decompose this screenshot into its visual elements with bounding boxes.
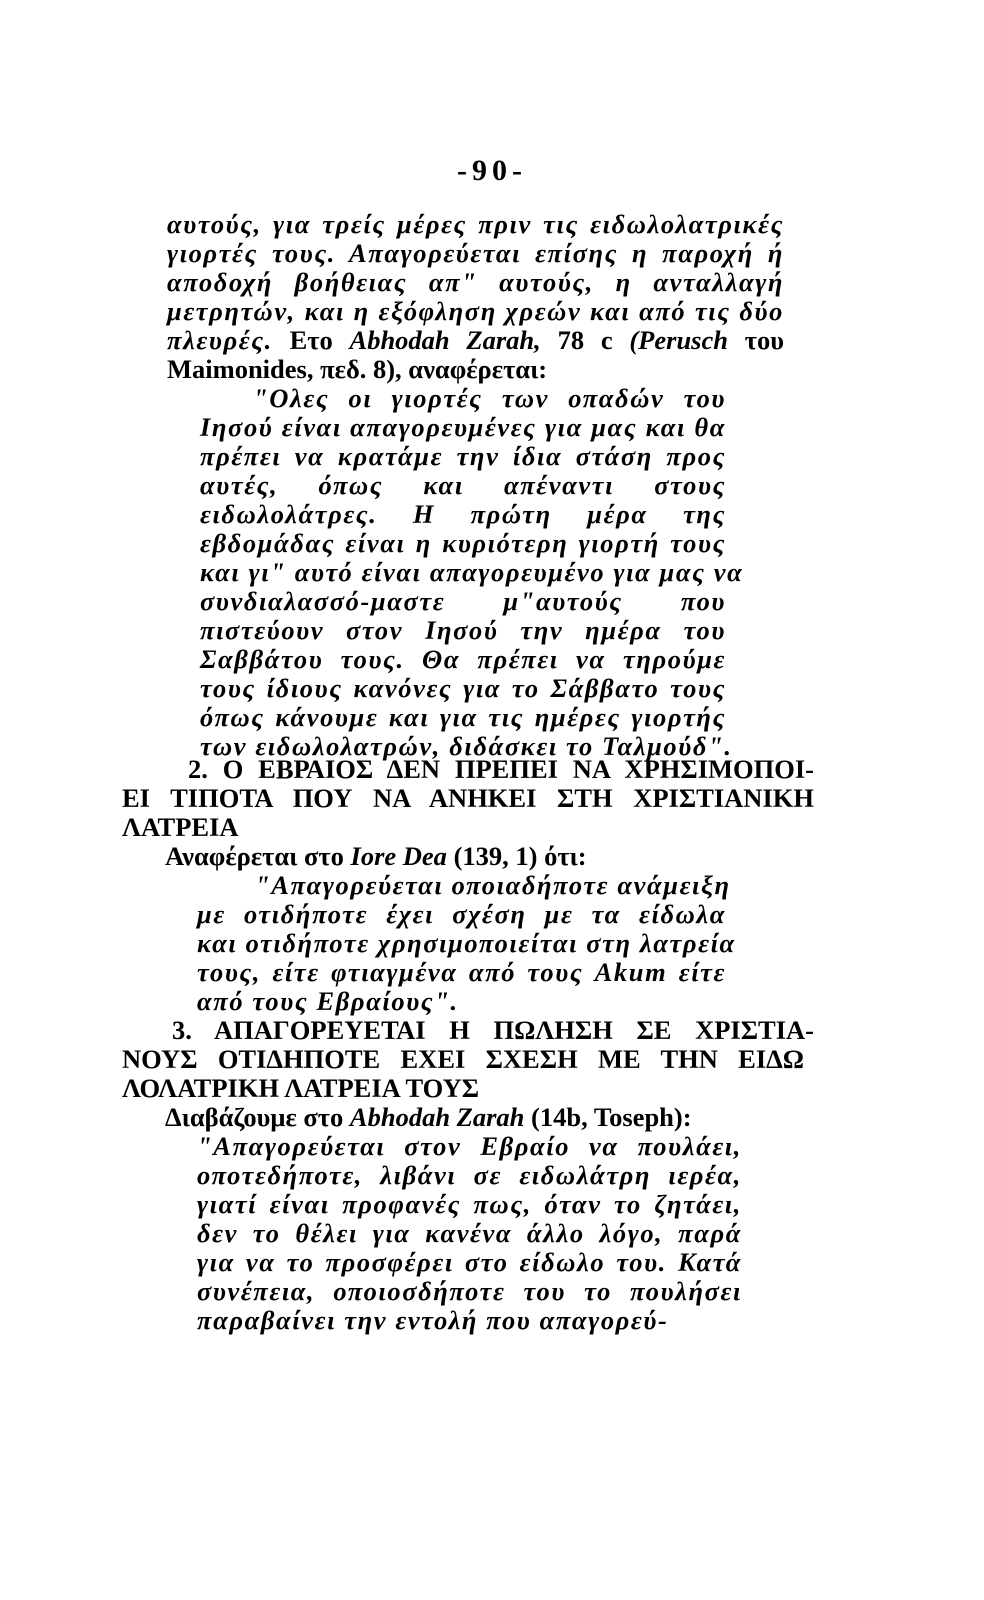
text-run: 78 c: [557, 325, 613, 355]
text-run: πλευρές.: [167, 325, 273, 355]
intro-3: [165, 1103, 805, 1132]
text-line: των ειδωλολατρών, διδάσκει το Ταλμούδ".: [200, 731, 733, 761]
quote-3: [197, 1132, 742, 1335]
text-line: τους ίδιους κανόνες για το Σάββατο τους: [200, 673, 726, 703]
text-run: (Perusch: [629, 325, 728, 355]
heading-line: ΝΟΥΣ ΟΤΙΔΗΠΟΤΕ ΕΧΕΙ ΣΧΕΣΗ ΜΕ ΤΗΝ ΕΙΔΩ: [122, 1044, 804, 1074]
heading-line: 2. Ο ΕΒΡΑΙΟΣ ΔΕΝ ΠΡΕΠΕΙ ΝΑ ΧΡΗΣΙΜΟΠΟΙ-: [188, 754, 814, 784]
text-line: αυτές, όπως και απέναντι στους: [200, 470, 726, 500]
text-line: "Απαγορεύεται οποιαδήποτε ανάμειξη: [255, 870, 731, 900]
text-run: Διαβάζουμε στο: [165, 1102, 344, 1132]
text-line: Σαββάτου τους. Θα πρέπει να τηρούμε: [200, 644, 726, 674]
text-line: για να το προσφέρει στο είδωλο του. Κατά: [197, 1247, 742, 1277]
text-line: Ιησού είναι απαγορευμένες για μας και θα: [200, 412, 726, 442]
text-run: του: [744, 325, 784, 355]
paragraph-1: [167, 210, 784, 384]
text-line: [165, 1103, 805, 1132]
text-line: μετρητών, και η εξόφληση χρεών και από τις δύο: [167, 296, 784, 326]
quote-2: [197, 870, 736, 1016]
text-line: όπως κάνουμε και για τις ημέρες γιορτής: [200, 702, 726, 732]
heading-line: ΛΑΤΡΕΙΑ: [122, 812, 239, 842]
text-run: Abhodah Zarah: [349, 1102, 525, 1132]
text-line: συνδιαλασσό-μαστε μ"αυτούς που: [200, 586, 726, 616]
text-run: (14b, Toseph):: [531, 1102, 692, 1132]
text-run: Iore Dea: [350, 841, 447, 871]
intro-2: [165, 842, 805, 871]
text-line: με οτιδήποτε έχει σχέση με τα είδωλα: [197, 899, 726, 929]
text-line: ειδωλολάτρες. Η πρώτη μέρα της: [200, 499, 726, 529]
heading-line: ΛΟΛΑΤΡΙΚΗ ΛΑΤΡΕΙΑ ΤΟΥΣ: [122, 1073, 480, 1103]
text-line: και γι" αυτό είναι απαγορευμένο για μας να: [200, 557, 744, 587]
section-heading-3: [122, 1016, 814, 1103]
heading-line: ΕΙ ΤΙΠΟΤΑ ΠΟΥ ΝΑ ΑΝΗΚΕΙ ΣΤΗ ΧΡΙΣΤΙΑΝΙΚΗ: [122, 783, 814, 813]
text-line: "Ολες οι γιορτές των οπαδών του: [253, 383, 726, 413]
text-line: τους, είτε φτιαγμένα από τους Akum είτε: [197, 957, 726, 987]
text-line: αυτούς, για τρείς μέρες πριν τις ειδωλολατρικές: [167, 209, 784, 239]
text-run: Abhodah Zarah,: [349, 325, 541, 355]
text-line: οποτεδήποτε, λιβάνι σε ειδωλάτρη ιερέα,: [197, 1160, 742, 1190]
heading-line: 3. ΑΠΑΓΟΡΕΥΕΤΑΙ Η ΠΩΛΗΣΗ ΣΕ ΧΡΙΣΤΙΑ-: [172, 1015, 814, 1045]
text-line: δεν το θέλει για κανένα άλλο λόγο, παρά: [197, 1218, 742, 1248]
text-line: και οτιδήποτε χρησιμοποιείται στη λατρεία: [197, 928, 736, 958]
text-line: γιορτές τους. Απαγορεύεται επίσης η παροχή ή: [167, 238, 784, 268]
section-heading-2: [122, 755, 814, 842]
text-line: [165, 842, 805, 871]
text-line: από τους Εβραίους".: [197, 986, 459, 1016]
text-run: Ετο: [289, 325, 333, 355]
quote-1: [200, 383, 744, 761]
text-line: γιατί είναι προφανές πως, όταν το ζητάει,: [197, 1189, 742, 1219]
text-line: αποδοχή βοήθειας απ" αυτούς, η ανταλλαγή: [167, 267, 784, 297]
text-line: [167, 326, 784, 355]
text-line: συνέπεια, οποιοσδήποτε του το πουλήσει: [197, 1276, 742, 1306]
page-number: -90-: [457, 154, 527, 187]
text-run: Αναφέρεται στο: [165, 841, 344, 871]
text-line: "Απαγορεύεται στον Εβραίο να πουλάει,: [197, 1131, 742, 1161]
text-line: Maimonides, πεδ. 8), αναφέρεται:: [167, 354, 548, 384]
text-line: πρέπει να κρατάμε την ίδια στάση προς: [200, 441, 726, 471]
text-run: (139, 1) ότι:: [453, 841, 587, 871]
text-line: πιστεύουν στον Ιησού την ημέρα του: [200, 615, 726, 645]
text-line: εβδομάδας είναι η κυριότερη γιορτή τους: [200, 528, 726, 558]
text-line: παραβαίνει την εντολή που απαγορεύ-: [197, 1305, 669, 1335]
